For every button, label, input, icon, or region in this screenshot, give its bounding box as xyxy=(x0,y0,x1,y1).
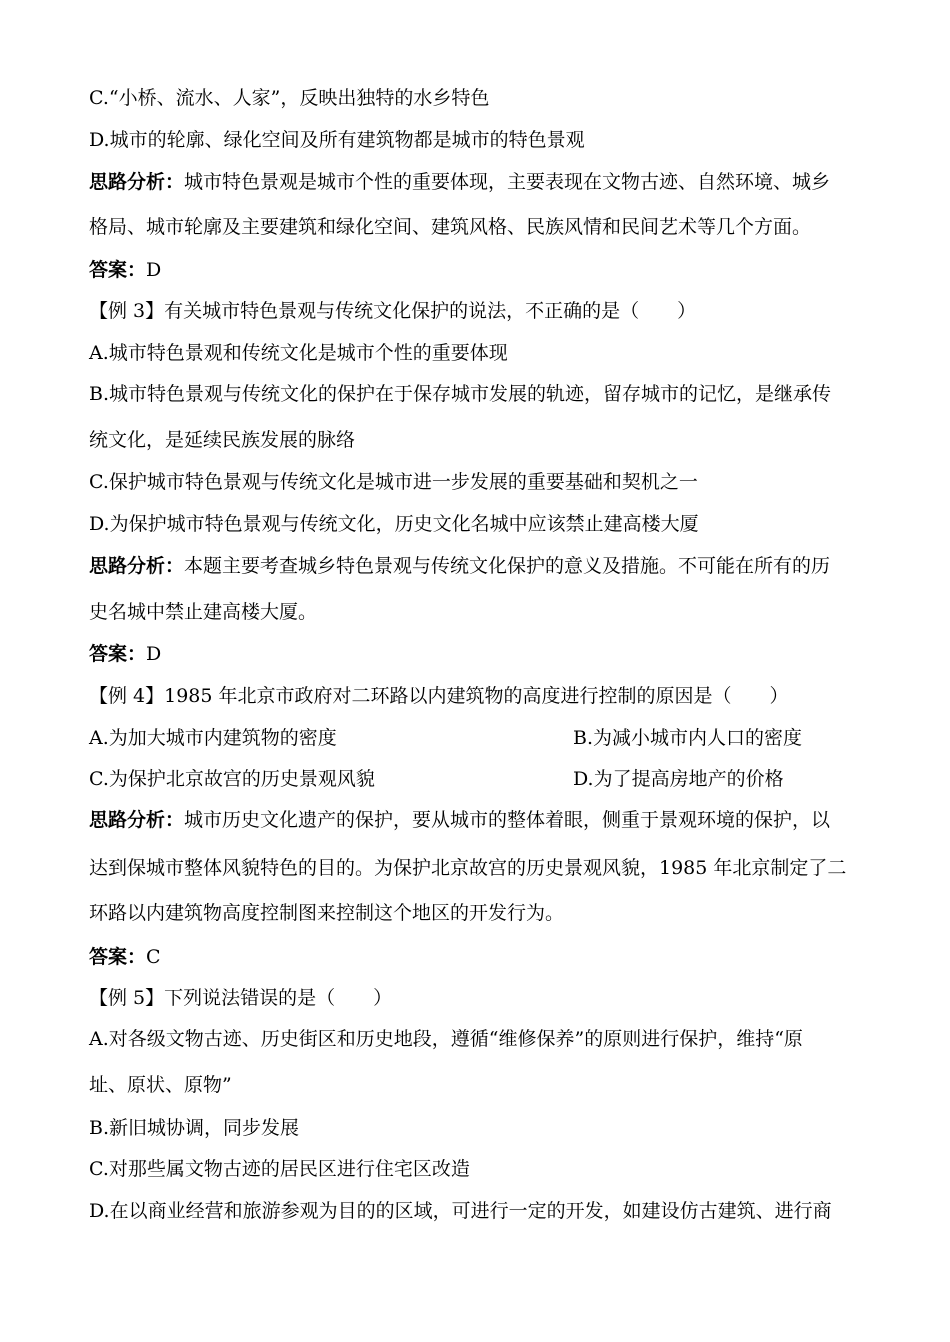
option-c-q5: C.对那些属文物古迹的居民区进行住宅区改造 xyxy=(89,1158,470,1180)
analysis-q4 xyxy=(89,808,830,832)
option-c-q2: C.“小桥、流水、人家”，反映出独特的水乡特色 xyxy=(89,87,490,109)
analysis-q2 xyxy=(89,170,830,194)
question-4: 【例 4】1985 年北京市政府对二环路以内建筑物的高度进行控制的原因是（ ） xyxy=(89,685,789,707)
answer-q4 xyxy=(89,945,161,969)
question-5: 【例 5】下列说法错误的是（ ） xyxy=(89,987,393,1009)
option-d-q2: D.城市的轮廓、绿化空间及所有建筑物都是城市的特色景观 xyxy=(89,129,585,151)
option-a-q3: A.城市特色景观和传统文化是城市个性的重要体现 xyxy=(89,342,508,364)
answer-value: C xyxy=(146,946,161,968)
answer-label: 答案： xyxy=(89,643,147,665)
answer-label: 答案： xyxy=(89,946,147,968)
answer-q3 xyxy=(89,642,161,666)
option-b-q5: B.新旧城协调，同步发展 xyxy=(89,1117,300,1139)
answer-label: 答案： xyxy=(89,259,147,281)
option-d-q4: D.为了提高房地产的价格 xyxy=(573,768,784,790)
option-a-q5: A.对各级文物古迹、历史街区和历史地段，遵循“维修保养”的原则进行保护，维持“原 xyxy=(89,1028,803,1050)
option-d-q3: D.为保护城市特色景观与传统文化，历史文化名城中应该禁止建高楼大厦 xyxy=(89,513,699,535)
analysis-text: 城市特色景观是城市个性的重要体现，主要表现在文物古迹、自然环境、城乡 xyxy=(184,171,831,193)
answer-value: D xyxy=(146,643,162,665)
option-c-q4: C.为保护北京故宫的历史景观风貌 xyxy=(89,768,375,790)
option-d-q5: D.在以商业经营和旅游参观为目的的区域，可进行一定的开发，如建设仿古建筑、进行商 xyxy=(89,1200,832,1222)
answer-q2 xyxy=(89,258,161,282)
options-ab-q4 xyxy=(89,726,803,750)
analysis-label: 思路分析： xyxy=(89,555,185,577)
option-c-q3: C.保护城市特色景观与传统文化是城市进一步发展的重要基础和契机之一 xyxy=(89,471,698,493)
option-a-q4: A.为加大城市内建筑物的密度 xyxy=(89,727,337,749)
analysis-q3 xyxy=(89,554,830,578)
option-b-q3-cont: 统文化，是延续民族发展的脉络 xyxy=(89,429,356,451)
analysis-text: 城市历史文化遗产的保护，要从城市的整体着眼，侧重于景观环境的保护，以 xyxy=(184,809,831,831)
analysis-text: 本题主要考查城乡特色景观与传统文化保护的意义及措施。不可能在所有的历 xyxy=(184,555,831,577)
option-b-q4: B.为减小城市内人口的密度 xyxy=(573,727,803,749)
answer-value: D xyxy=(146,259,162,281)
analysis-q4-cont1: 达到保城市整体风貌特色的目的。为保护北京故宫的历史景观风貌，1985 年北京制定了二 xyxy=(89,857,847,879)
analysis-label: 思路分析： xyxy=(89,171,185,193)
option-a-q5-cont: 址、原状、原物” xyxy=(89,1074,232,1096)
analysis-q2-cont: 格局、城市轮廓及主要建筑和绿化空间、建筑风格、民族风情和民间艺术等几个方面。 xyxy=(89,216,812,238)
analysis-label: 思路分析： xyxy=(89,809,185,831)
question-3: 【例 3】有关城市特色景观与传统文化保护的说法，不正确的是（ ） xyxy=(89,300,697,322)
analysis-q3-cont: 史名城中禁止建高楼大厦。 xyxy=(89,601,318,623)
option-b-q3: B.城市特色景观与传统文化的保护在于保存城市发展的轨迹，留存城市的记忆，是继承传 xyxy=(89,383,832,405)
options-cd-q4 xyxy=(89,767,784,791)
analysis-q4-cont2: 环路以内建筑物高度控制图来控制这个地区的开发行为。 xyxy=(89,902,565,924)
